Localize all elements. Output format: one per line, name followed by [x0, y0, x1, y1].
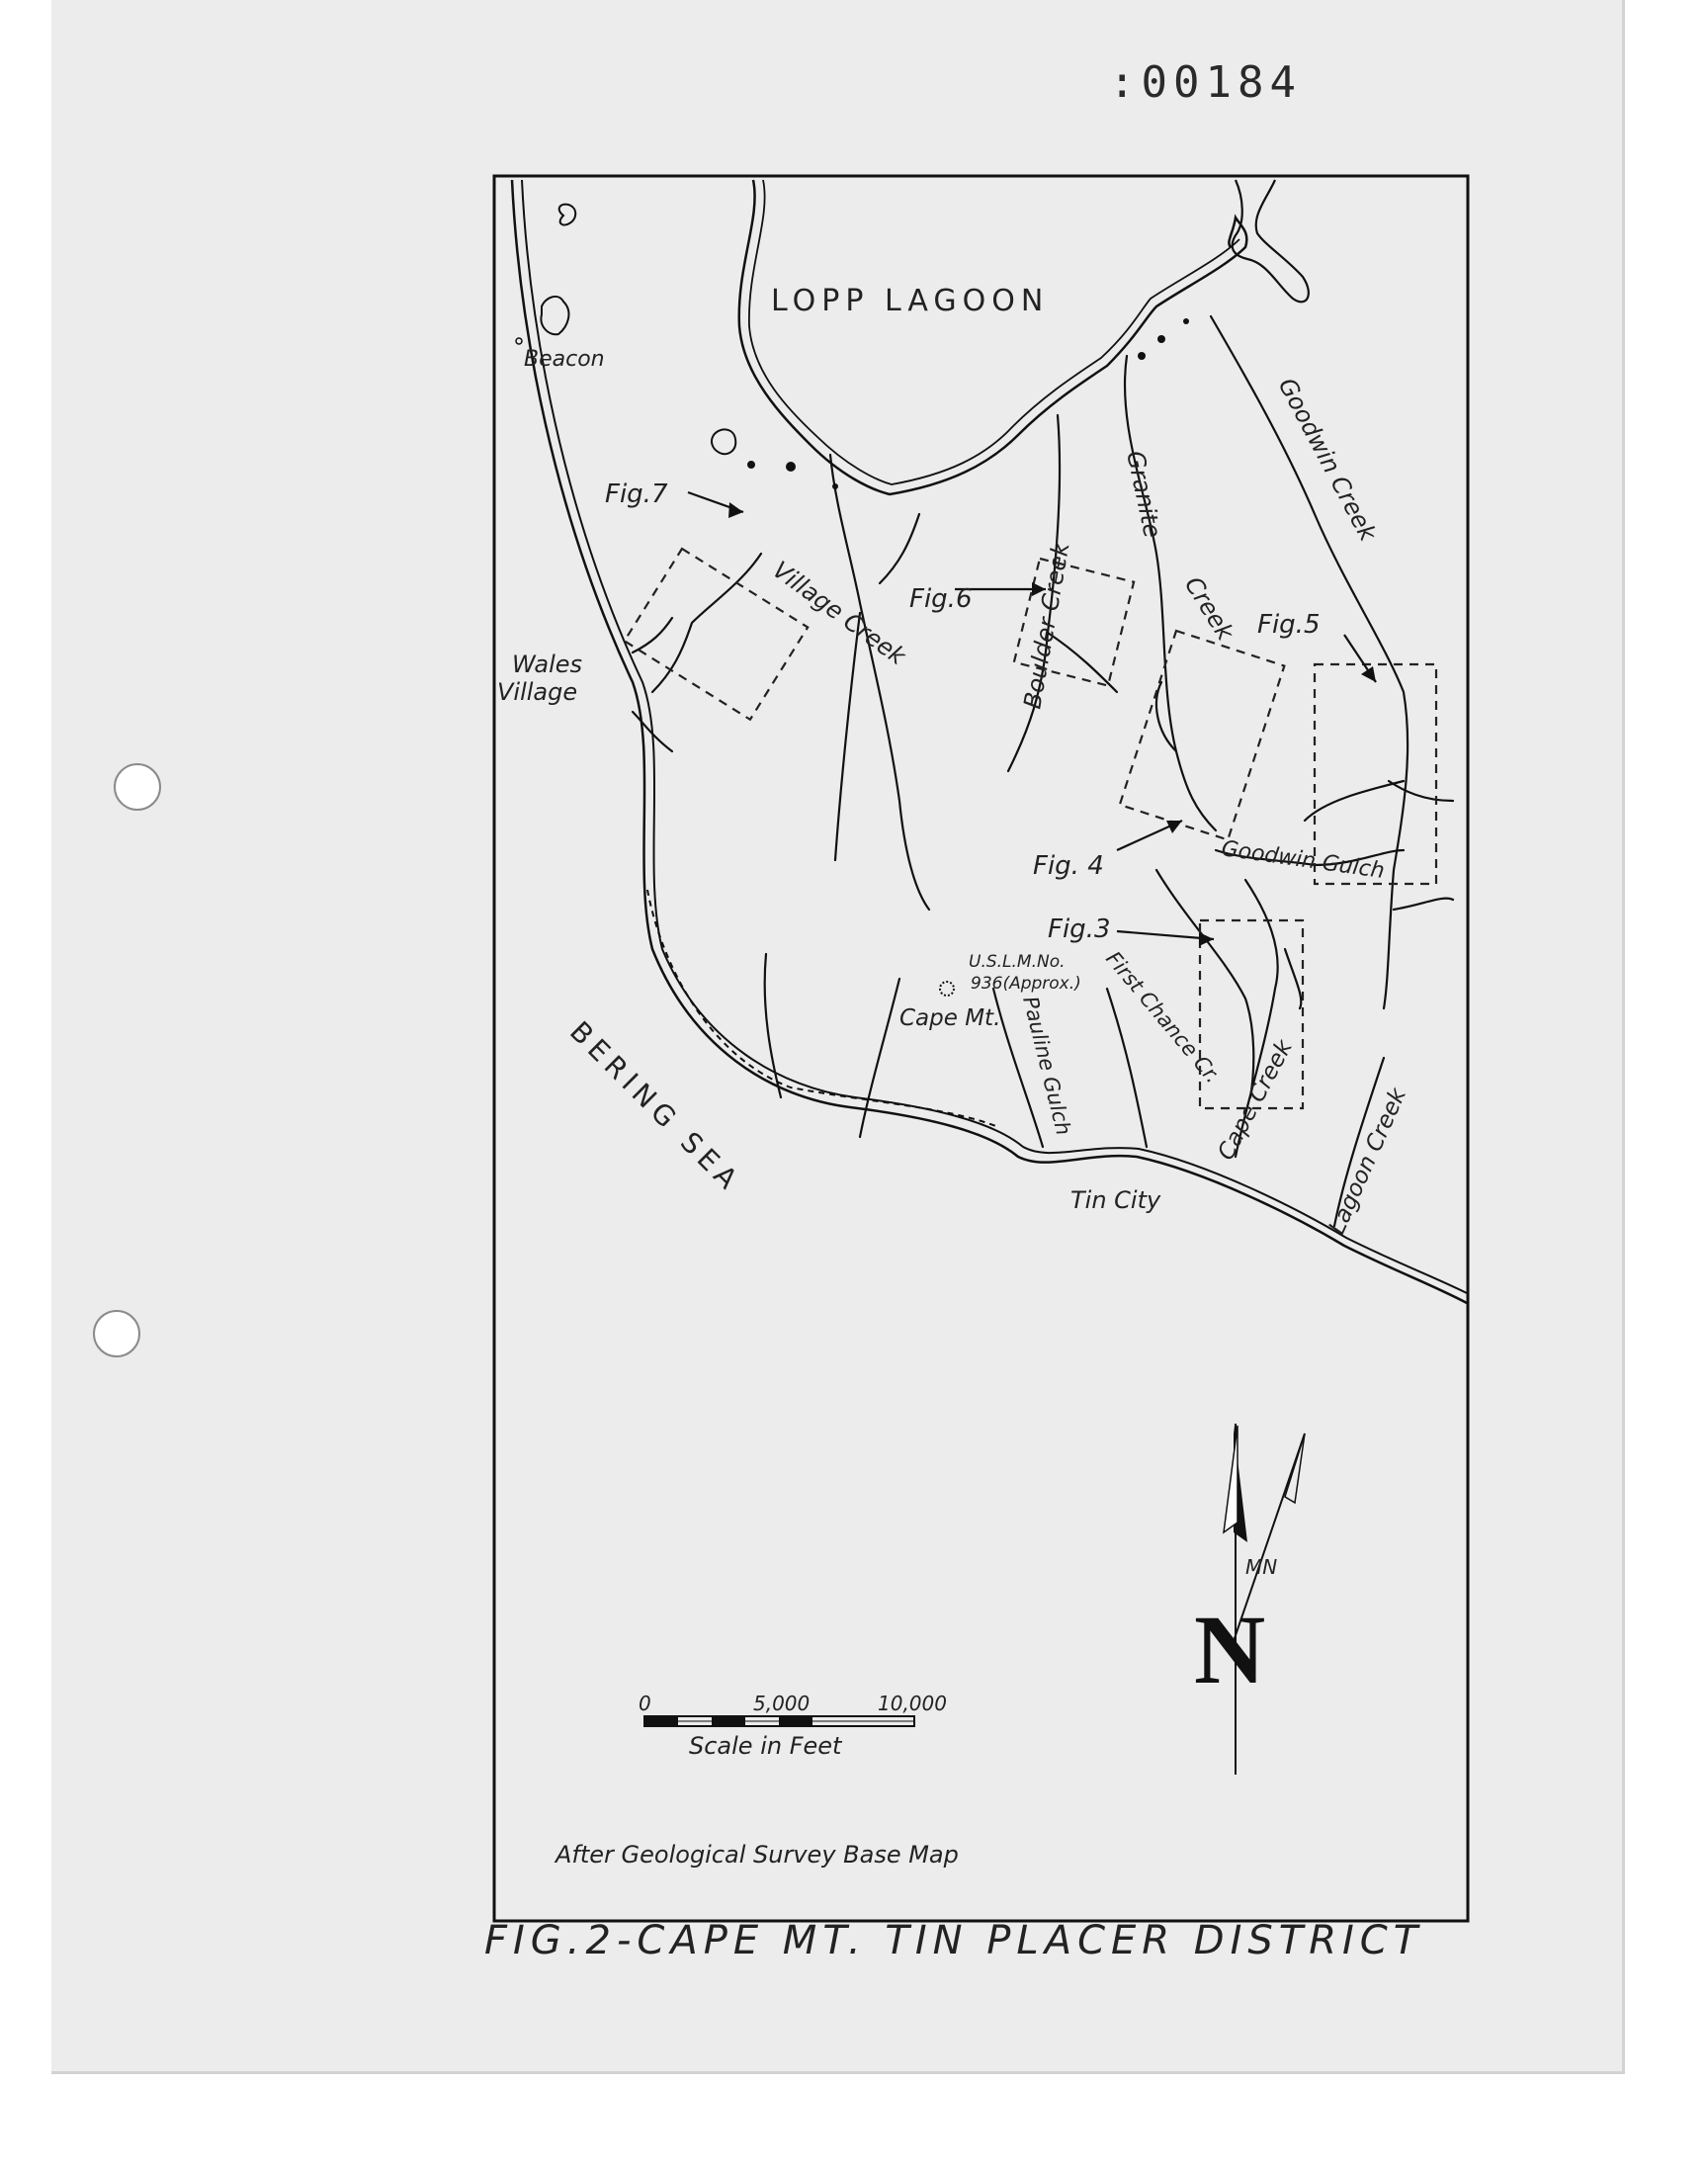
fig4-box	[1120, 631, 1285, 839]
scale-tick-0: 0	[639, 1692, 651, 1715]
cape-mt-label: Cape Mt.	[899, 1005, 1001, 1031]
scale-tick-5000: 5,000	[753, 1692, 811, 1715]
cape-mt-summit-marker	[940, 982, 954, 996]
boulder-creek-label: Boulder Creek	[1018, 540, 1075, 712]
scale-tick-10000: 10,000	[878, 1692, 947, 1715]
fig6-label: Fig.6	[909, 584, 973, 614]
page-number: :00184	[1109, 57, 1302, 108]
credit-note: After Geological Survey Base Map	[555, 1841, 959, 1869]
coastline	[512, 180, 1467, 1303]
uslm-label-1: U.S.L.M.No.	[969, 952, 1066, 972]
fig4-label: Fig. 4	[1033, 851, 1104, 881]
granite-creek-label: Creek	[1178, 571, 1239, 646]
bering-sea-label: BERING SEA	[563, 1014, 748, 1200]
fig3-label: Fig.3	[1048, 914, 1111, 944]
scale-bar	[644, 1716, 914, 1726]
scale-label: Scale in Feet	[689, 1732, 842, 1760]
beacon-label: Beacon	[524, 347, 605, 372]
fig5-box	[1315, 664, 1436, 884]
goodwin-gulch-label: Goodwin Gulch	[1220, 836, 1387, 885]
pauline-gulch-label: Pauline Gulch	[1018, 994, 1076, 1138]
wales-village-label-1: Wales	[512, 651, 583, 678]
granite-label: Granite	[1121, 448, 1167, 541]
north-label: N	[1194, 1595, 1266, 1704]
fig5-label: Fig.5	[1257, 610, 1321, 640]
lagoon-creek-label: Lagoon Creek	[1324, 1084, 1412, 1239]
fig7-label: Fig.7	[605, 479, 668, 509]
village-creek-label: Village Creek	[767, 556, 911, 671]
lagoon-shore	[739, 180, 1247, 494]
goodwin-creek-label: Goodwin Creek	[1272, 373, 1383, 546]
magnetic-north-label: MN	[1245, 1555, 1278, 1579]
tin-city-label: Tin City	[1070, 1186, 1161, 1214]
cape-creek-label: Cape Creek	[1213, 1035, 1298, 1165]
map-caption: FIG.2-CAPE MT. TIN PLACER DISTRICT	[484, 1918, 1424, 1963]
wales-village-label-2: Village	[497, 678, 578, 706]
first-chance-label: First Chance Cr.	[1101, 946, 1226, 1088]
lopp-lagoon-label: LOPP LAGOON	[771, 284, 1050, 318]
uslm-label-2: 936(Approx.)	[971, 974, 1081, 994]
